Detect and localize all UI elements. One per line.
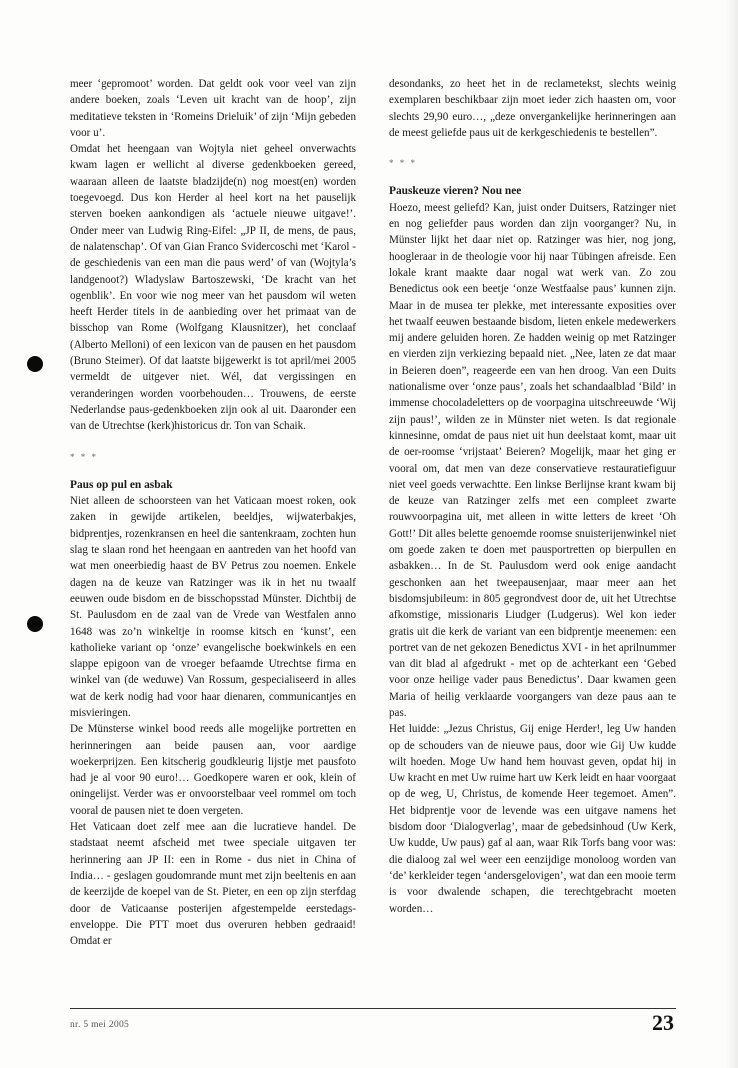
body-paragraph: Hoezo, meest geliefd? Kan, juist onder Duitsers, Ratzinger niet en nog geliefder paus worden dan zijn voorganger? Nu, in Münster lijkt het daar niet op. Ratzinger was hier, nog jong, hoogleraar in de theologie voor hij naar Tübingen afreisde. Een lokale krant maakte daar nogal wat werk van. Zo zou Benedictus ook een beetje ‘onze Westfaalse paus’ kunnen zijn. Maar in de musea ter plekke, met interessante exposities over het twaalf eeuwen bestaande bisdom, lieten enkele medewerkers mij andere geluiden horen. Ze hadden weinig op met Ratzinger en vierden zijn verkiezing bepaald niet. „Nee, laten ze dat maar in Beieren doen”, reageerde een van hen droog. Van een Duits nationalisme over ‘onze paus’, zoals het schandaalblad ‘Bild’ in immense chocoladeletters op de voorpagina uitschreeuwde ‘Wij zijn paus!’, wilden ze in Münster niet weten. Is dat regionale kinnesinne, omdat de paus niet uit hun deelstaat komt, maar uit de oer-roomse ‘vrijstaat’ Beieren? Mogelijk, maar het ging er vooral om, dat men van deze conservatieve restauratiefiguur niet veel goeds verwachtte. Een linkse Berlijnse krant kwam bij de keuze van Ratzinger zelfs met een compleet zwarte rouwvoorpagina uit, met alleen in witte letters de kreet ‘Oh Gott!’ Dit alles belette genoemde roomse snuisterijenwinkel niet om goede zaken te doen met pausportretten op bierpullen en asbakken… In de St. Paulusdom werd ook enige aandacht geschonken aan het tweepausenjaar, maar meer aan het bisdomsjubileum: in 805 gegrondvest door de, uit het Utrechtse afkomstige, missionaris Liudger (Ludgerus). Wel kon ieder gratis uit die kerk de variant van een bidprentje meenemen: een portret van de net gekozen Benedictus XVI - in het aprilnummer van dit blad al afgedrukt - met op de achterkant een ‘Gebed voor onze heilige vader paus Benedictus’. Daar kwamen geen Maria of heilig verklaarde voorgangers van deze paus aan te pas.: [389, 201, 676, 719]
right-column: [389, 76, 676, 917]
punch-hole-icon: [27, 616, 43, 632]
page-number: 23: [652, 1010, 674, 1035]
page-edge-shadow: [724, 0, 738, 1068]
footer-rule: [70, 1008, 676, 1009]
body-paragraph: desondanks, zo heet het in de reclametekst, slechts weinig exemplaren beschikbaar zijn moet ieder zich haasten om, voor slechts 29,90 euro…, „deze onvergankelijke herinneringen aan de meest geliefde paus uit de kerkgeschiedenis te bestellen”.: [389, 78, 676, 139]
body-paragraph: Omdat het heengaan van Wojtyla niet geheel onverwachts kwam lagen er wellicht al diverse gedenkboeken gereed, waaraan alleen de laatste bladzijde(n) nog moest(en) worden toegevoegd. Dus kon Herder al heel kort na het pauselijk sterven boeken aankondigen als ‘actuele nieuwe uitgave!’. Onder meer van Ludwig Ring-Eifel: „JP II, de mens, de paus, de nalatenschap’. Of van Gian Franco Svidercoschi met ‘Karol - de geschiedenis van een man die paus werd’ of van (Wojtyla’s landgenoot?) Wladyslaw Bartoszewski, ‘De kracht van het ogenblik’. En voor wie nog meer van het pausdom wil weten heeft Herder titels in de aanbieding over het primaat van de bisschop van Rome (Wolfgang Klausnitzer), het conclaaf (Alberto Melloni) of een lexicon van de pausen en het pausdom (Bruno Steimer). Of dat laatste bijgewerkt is tot april/mei 2005 vermeldt de uitgever niet. Wél, dat vergissingen en veranderingen worden voorbehouden… Trouwens, de eerste Nederlandse paus-gedenkboeken zijn ook al uit. Daaronder een van de Utrechtse (kerk)historicus dr. Ton van Schaik.: [70, 143, 356, 433]
punch-hole-icon: [27, 356, 43, 372]
left-column: [70, 76, 356, 949]
body-paragraph: Het luidde: „Jezus Christus, Gij enige Herder!, leg Uw handen op de schouders van de nieuwe paus, door wie Gij Uw kudde wilt hoeden. Moge Uw hand hem houvast geven, opdat hij in Uw kracht en met Uw ruime hart uw Kerk leidt en haar voorgaat op de weg, U, Christus, de komende Heer tegemoet. Amen”. Het bidprentje voor de levende was een uitgave namens het bisdom door ‘Dialogverlag’, maar de gebedsinhoud (Uw Kerk, Uw kudde, Uw paus) gaf al aan, waar Rik Torfs bang voor was: die dialoog zal wel weer een eenzijdige monoloog worden van ‘de’ kerkleider tegen ‘andersgelovigen’, wat dan een mooie term is voor dwalende schapen, die terechtgebracht moeten worden…: [389, 723, 676, 915]
body-paragraph: De Münsterse winkel bood reeds alle mogelijke portretten en herinneringen aan beide pausen aan, voor aardige woekerprijzen. Een kitscherig goudkleurig lijstje met pausfoto had je al voor 90 euro!… Goedkopere waren er ook, klein of oningelijst. Verder was er onvoorstelbaar veel rommel om toch vooral de pausen niet te doen vergeten.: [70, 723, 356, 817]
body-paragraph: Niet alleen de schoorsteen van het Vaticaan moest roken, ook zaken in gewijde artikelen, beeldjes, wijwaterbakjes, bidprentjes, rozenkransen en heel die santenkraam, zochten hun slag te slaan rond het heengaan en aantreden van het hoofd van wat men oneerbiedig haast de BV Petrus zou noemen. Enkele dagen na de keuze van Ratzinger was ik in het nu twaalf eeuwen oude bisdom en de bisschopsstad Münster. Dichtbij de St. Paulusdom en de zaal van de Vrede van Westfalen anno 1648 was zo’n winkeltje in roomse kitsch en ‘kunst’, een katholieke variant op ‘onze’ evangelische boekwinkels en een slappe epigoon van de vroeger befaamde Utrechtse firma en winkel van (de weduwe) Van Rossum, gespecialiseerd in alles wat de kerk nodig had voor haar dienaren, communicantjes en misvieringen.: [70, 495, 356, 719]
section-separator: * * *: [389, 158, 417, 169]
body-paragraph: meer ‘gepromoot’ worden. Dat geldt ook voor veel van zijn andere boeken, zoals ‘Leven uit kracht van de hoop’, zijn meditatieve teksten in ‘Romeins Drieluik’ of zijn ‘Mijn gebeden voor u’.: [70, 78, 356, 139]
issue-label: nr. 5 mei 2005: [70, 1020, 130, 1030]
body-paragraph: Het Vaticaan doet zelf mee aan die lucratieve handel. De stadstaat neemt afscheid met twee speciale uitgaven ter herinnering aan JP II: een in Rome - dus niet in China of India… - geslagen goudomrande munt met zijn beeltenis en aan de keerzijde de koepel van de St. Pieter, en een op zijn sterfdag door de Vaticaanse posterijen afgestempelde eerstedags-enveloppe. Die PTT moet dus overuren hebben gedraaid! Omdat er: [70, 821, 356, 948]
section-heading: Pauskeuze vieren? Nou nee: [389, 185, 522, 198]
section-heading: Paus op pul en asbak: [70, 478, 173, 491]
section-separator: * * *: [70, 451, 98, 462]
